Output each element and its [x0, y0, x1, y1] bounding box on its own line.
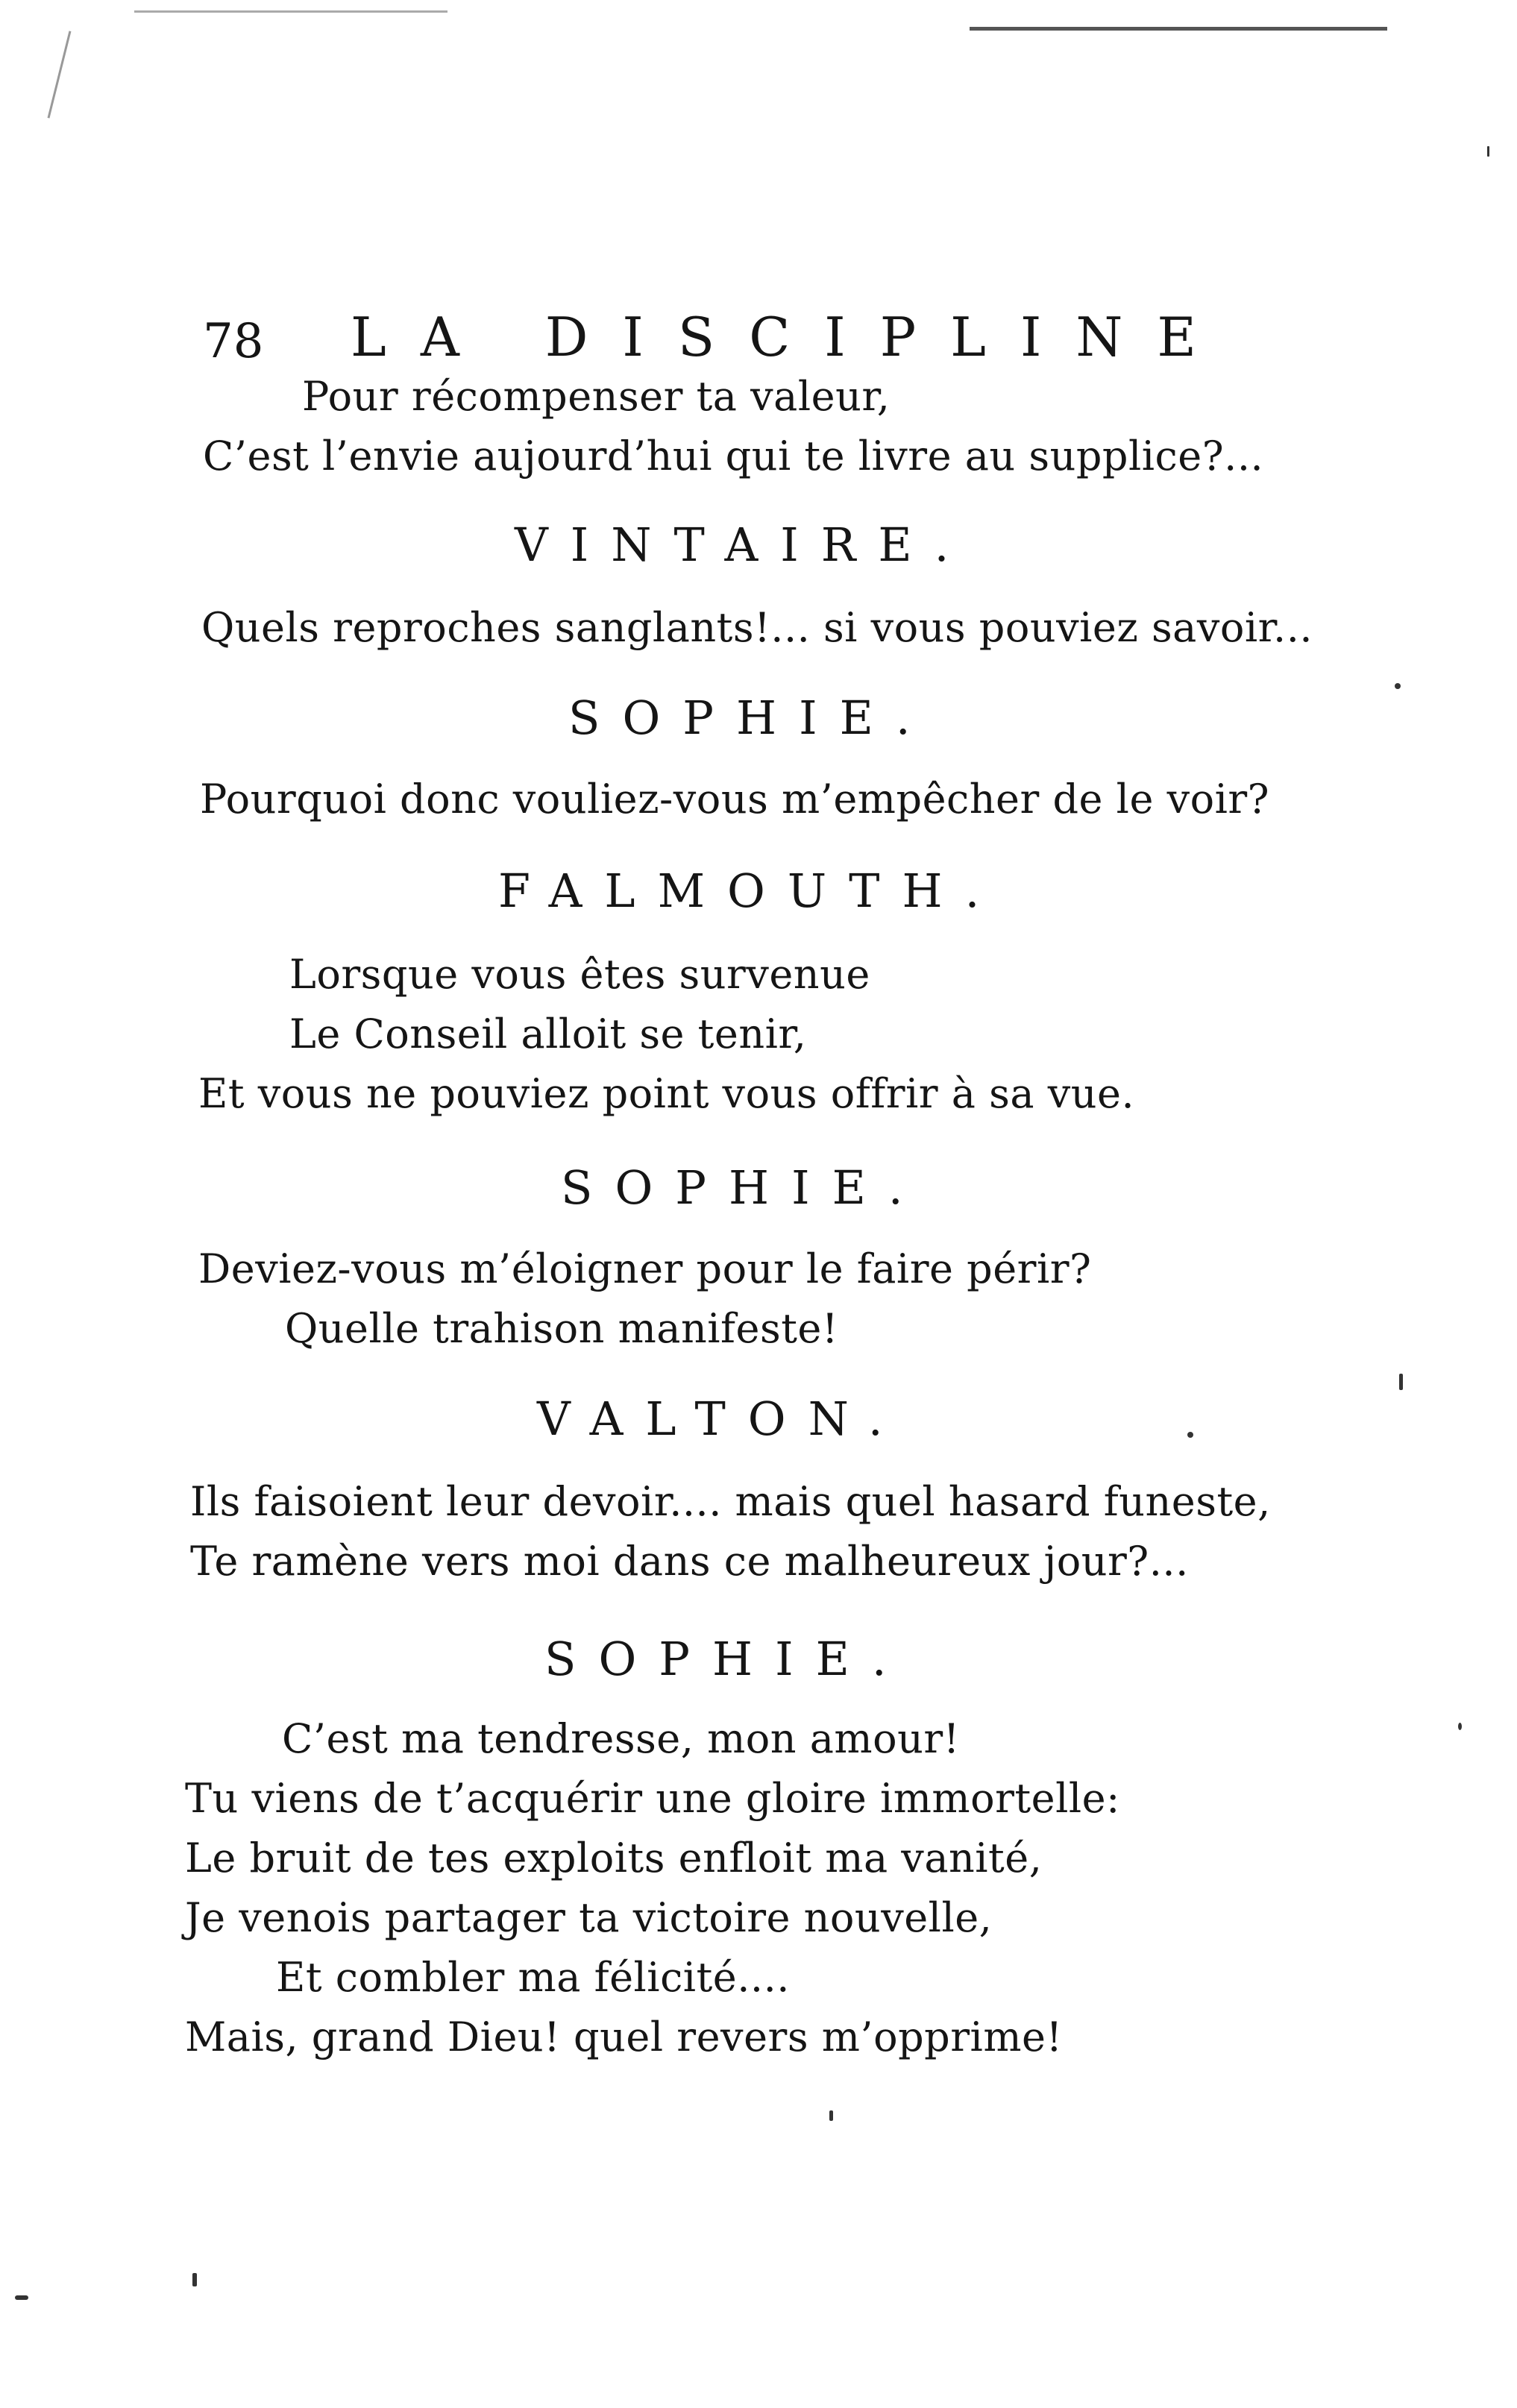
ink-speck	[1458, 1723, 1462, 1730]
ink-speck	[1399, 1374, 1403, 1390]
verse-line: Ils faisoient leur devoir.... mais quel hasard funeste,	[190, 1478, 1271, 1525]
ink-speck	[1487, 146, 1489, 157]
verse-line: C’est l’envie aujourd’hui qui te livre au supplice?...	[203, 433, 1264, 480]
verse-line: Pourquoi donc vouliez-vous m’empêcher de le voir?	[200, 776, 1270, 823]
ink-speck	[1395, 683, 1401, 689]
verse-line: Lorsque vous êtes survenue	[289, 951, 870, 998]
running-title: LA DISCIPLINE	[351, 306, 1231, 368]
verse-line: Quelle trahison manifeste!	[285, 1305, 839, 1352]
verse-line: Te ramène vers moi dans ce malheureux jour?...	[190, 1538, 1189, 1585]
ink-speck	[192, 2273, 197, 2286]
verse-line: Mais, grand Dieu! quel revers m’opprime!	[185, 2014, 1063, 2060]
speaker-name: VALTON.	[537, 1392, 905, 1446]
verse-line: C’est ma tendresse, mon amour!	[282, 1715, 960, 1762]
page-number: 78	[203, 314, 264, 369]
speaker-name: FALMOUTH.	[498, 864, 1002, 918]
scan-mark-top-left	[134, 10, 447, 13]
verse-line: Quels reproches sanglants!... si vous pouviez savoir...	[201, 604, 1313, 651]
speaker-name: SOPHIE.	[544, 1632, 909, 1686]
speaker-name: SOPHIE.	[561, 1160, 926, 1215]
verse-line: Et combler ma félicité....	[276, 1954, 790, 2001]
verse-line: Le bruit de tes exploits enfloit ma vanité,	[185, 1835, 1043, 1882]
ink-speck	[15, 2295, 28, 2300]
speaker-name: SOPHIE.	[568, 691, 933, 745]
ink-speck	[829, 2110, 833, 2121]
verse-line: Je venois partager ta victoire nouvelle,	[185, 1894, 993, 1941]
ink-speck	[1187, 1432, 1193, 1438]
verse-line: Et vous ne pouviez point vous offrir à sa vue.	[198, 1070, 1135, 1117]
speaker-name: VINTAIRE.	[515, 518, 972, 572]
verse-line: Le Conseil alloit se tenir,	[289, 1010, 807, 1057]
scan-mark-top	[970, 27, 1387, 31]
verse-line: Deviez-vous m’éloigner pour le faire périr?	[198, 1245, 1092, 1292]
verse-line: Pour récompenser ta valeur,	[302, 373, 891, 420]
scan-mark-left	[48, 31, 72, 118]
verse-line: Tu viens de t’acquérir une gloire immortelle:	[185, 1775, 1120, 1822]
